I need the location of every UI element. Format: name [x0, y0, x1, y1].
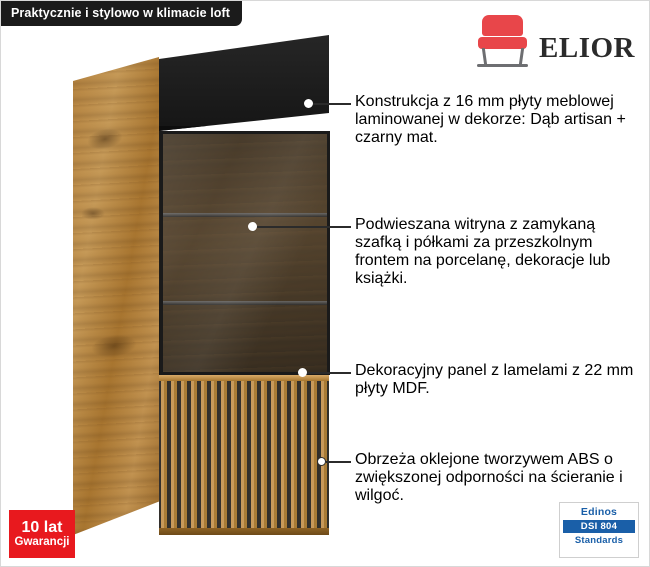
wall-cabinet-illustration	[73, 35, 335, 535]
certificate-sub: Standards	[574, 535, 624, 546]
callout-leader-abs-edges	[326, 461, 351, 463]
callout-text-display-cabinet: Podwieszana witryna z zamykaną szafką i półkami za przeszkolnym frontem na porcelanę, dekoracje lub książki.	[355, 216, 611, 287]
callout-leader-construction	[313, 103, 351, 105]
lamella-panel	[159, 375, 329, 535]
oak-side-panel	[73, 57, 159, 535]
warranty-badge	[9, 510, 75, 558]
glass-display-cabinet	[159, 131, 330, 375]
callout-text-lamella-panel: Dekoracyjny panel z lamelami z 22 mm płyty MDF.	[355, 362, 634, 397]
red-armchair-icon	[475, 13, 531, 67]
certificate-title: Edinos	[580, 506, 618, 518]
certificate-band: DSI 804	[563, 520, 635, 533]
callout-leader-display-cabinet	[257, 226, 351, 228]
callout-text-abs-edges: Obrzeża oklejone tworzywem ABS o zwiększonej odporności na ścieranie i wilgoć.	[355, 451, 623, 504]
callout-marker-lamella-panel	[298, 368, 307, 377]
warranty-years: 10 lat	[21, 518, 63, 536]
callout-text-construction: Konstrukcja z 16 mm płyty meblowej laminowanej w dekorze: Dąb artisan + czarny mat.	[355, 93, 626, 146]
warranty-label: Gwarancji	[14, 536, 70, 549]
brand-logo	[475, 13, 635, 67]
callout-marker-construction	[304, 99, 313, 108]
callout-marker-display-cabinet	[248, 222, 257, 231]
callout-marker-abs-edges	[317, 457, 326, 466]
brand-name: ELIOR	[539, 32, 635, 64]
certificate-badge	[559, 502, 639, 558]
header-banner: Praktycznie i stylowo w klimacie loft	[1, 1, 242, 26]
callout-leader-lamella-panel	[307, 372, 351, 374]
black-top-box	[159, 35, 329, 131]
